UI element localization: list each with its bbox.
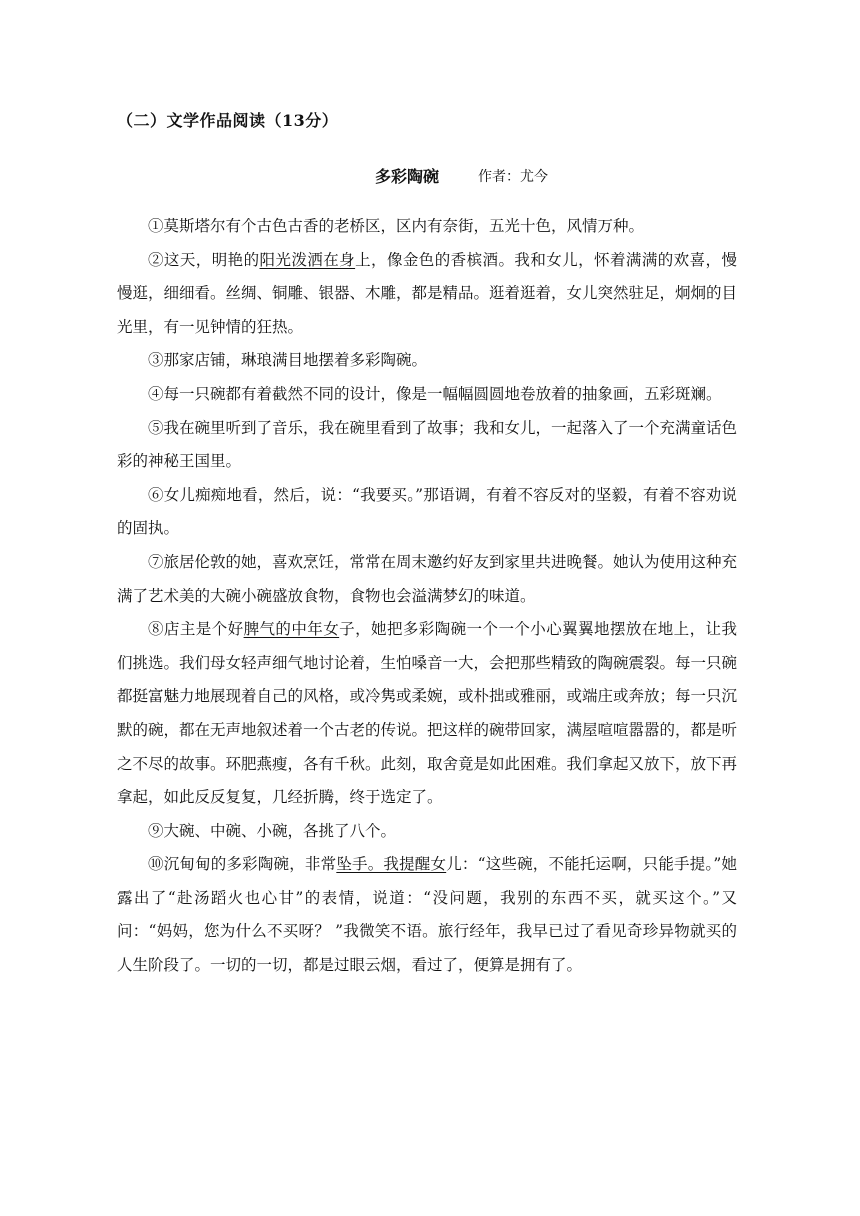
paragraph-4: ④每一只碗都有着截然不同的设计，像是一幅幅圆圆地卷放着的抽象画，五彩斑斓。 bbox=[148, 384, 722, 403]
paragraph-3: ③那家店铺，琳琅满目地摆着多彩陶碗。 bbox=[148, 351, 428, 370]
article-body bbox=[117, 210, 737, 983]
paragraph-5: ⑤我在碗里听到了音乐，我在碗里看到了故事；我和女儿，一起落入了一个充满童话色彩的神秘王国里。 bbox=[117, 418, 738, 471]
paragraph-2 bbox=[117, 244, 737, 345]
underlined-phrase: 阳光泼洒在身 bbox=[259, 250, 356, 269]
paragraph-10 bbox=[117, 848, 737, 982]
paragraph-6: ⑥女儿痴痴地看，然后，说：“我要买。”那语调，有着不容反对的坚毅，有着不容劝说的固执。 bbox=[117, 485, 737, 538]
paragraph-2-text-b: 上，像金色的香槟酒。我和女儿，怀着满满的欢喜，慢慢逛，细细看。丝绸、铜雕、银器、木雕，都是精品。逛着逛着，女儿突然驻足，炯炯的目光里，有一见钟情的狂热。 bbox=[117, 250, 738, 336]
paragraph-9: ⑨大碗、中碗、小碗，各挑了八个。 bbox=[148, 821, 397, 840]
paragraph-10-text-b: 儿：“这些碗，不能托运啊，只能手提。”她露出了“赴汤蹈火也心甘”的表情，说道：“没问题，我别的东西不买，就买这个。”又问：“妈妈，您为什么不买呀？ ”我微笑不语。旅行经年，我早已过了看见奇珍异物就买的人生阶段了。一切的一切，都是过眼云烟，看过了，便算是拥有了。 bbox=[117, 855, 737, 975]
paragraph-8 bbox=[117, 613, 737, 815]
paragraph-8-text-a: ⑧店主是个好 bbox=[148, 620, 244, 639]
paragraph-8-text-b: 子，她把多彩陶碗一个一个小心翼翼地摆放在地上，让我们挑选。我们母女轻声细气地讨论着，生怕嗓音一大，会把那些精致的陶碗震裂。每一只碗都挺富魅力地展现着自己的风格，或冷隽或柔婉，或朴拙或雅丽，或端庄或奔放；每一只沉默的碗，都在无声地叙述着一个古老的传说。把这样的碗带回家，满屋喧喧嚣嚣的，都是听之不尽的故事。环肥燕瘦，各有千秋。此刻，取舍竟是如此困难。我们拿起又放下，放下再拿起，如此反反复复，几经折腾，终于选定了。 bbox=[117, 620, 738, 807]
section-title: （二）文学作品阅读（13分） bbox=[117, 111, 339, 130]
underlined-phrase: 坠手。我提醒女 bbox=[336, 855, 447, 874]
article-title: 多彩陶碗 bbox=[375, 167, 440, 186]
underlined-phrase: 脾气的中年女 bbox=[243, 620, 340, 639]
paragraph-10-text-a: ⑩沉甸甸的多彩陶碗，非常 bbox=[148, 855, 337, 874]
paragraph-1: ①莫斯塔尔有个古色古香的老桥区，区内有奈街，五光十色，风情万种。 bbox=[148, 217, 645, 235]
paragraph-2-text-a: ②这天，明艳的 bbox=[148, 250, 260, 269]
paragraph-7: ⑦旅居伦敦的她，喜欢烹饪，常常在周末邀约好友到家里共进晚餐。她认为使用这种充满了艺术美的大碗小碗盛放食物，食物也会溢满梦幻的味道。 bbox=[117, 552, 738, 605]
article-author: 作者：尤今 bbox=[478, 169, 548, 185]
